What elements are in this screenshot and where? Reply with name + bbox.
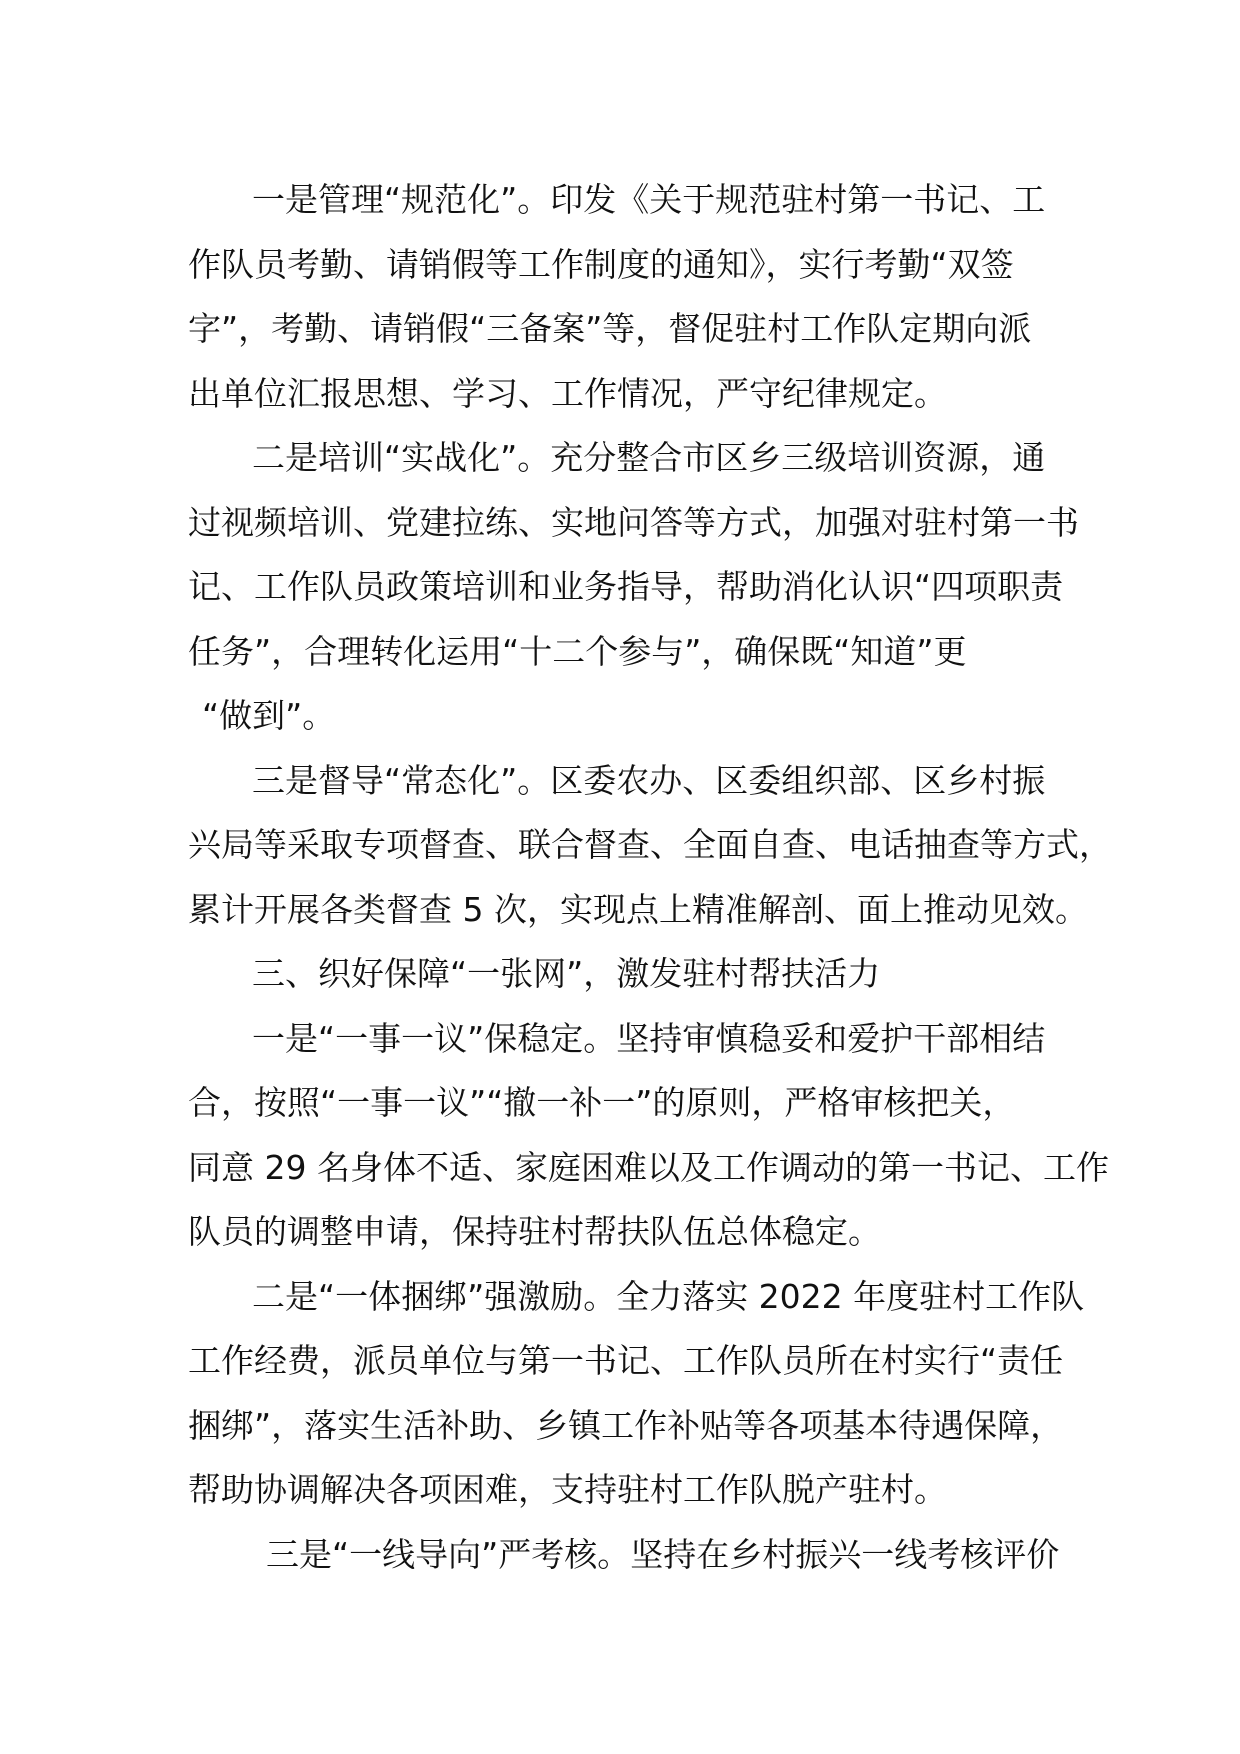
- paragraph-line: 一是管理“规范化”。印发《关于规范驻村第一书记、工: [252, 180, 1046, 219]
- paragraph-line: 二是培训“实战化”。充分整合市区乡三级培训资源，通: [252, 438, 1046, 477]
- paragraph-line: 任务”，合理转化运用“十二个参与”，确保既“知道”更: [188, 631, 967, 671]
- paragraph-line: 同意 29 名身体不适、家庭困难以及工作调动的第一书记、工作: [188, 1147, 1109, 1187]
- paragraph-line: 字”，考勤、请销假“三备案”等，督促驻村工作队定期向派: [188, 309, 1032, 348]
- paragraph-line: “做到”。: [202, 696, 336, 735]
- paragraph-line: 出单位汇报思想、学习、工作情况，严守纪律规定。: [188, 373, 947, 413]
- paragraph-line: 工作经费，派员单位与第一书记、工作队员所在村实行“责任: [188, 1341, 1064, 1380]
- paragraph-line: 累计开展各类督查 5 次，实现点上精准解剖、面上推动见效。: [188, 889, 1088, 929]
- paragraph-line: 三是督导“常态化”。区委农办、区委组织部、区乡村振: [252, 760, 1046, 800]
- paragraph-line: 一是“一事一议”保稳定。坚持审慎稳妥和爱护干部相结: [252, 1018, 1046, 1058]
- paragraph-line: 合，按照“一事一议”“撤一补一”的原则，严格审核把关，: [188, 1083, 1016, 1122]
- paragraph-line: 过视频培训、党建拉练、实地问答等方式，加强对驻村第一书: [188, 502, 1079, 542]
- paragraph-line: 二是“一体捆绑”强激励。全力落实 2022 年度驻村工作队: [252, 1276, 1085, 1316]
- paragraph-line: 作队员考勤、请销假等工作制度的通知》，实行考勤“双签: [188, 244, 1014, 284]
- paragraph-line: 队员的调整申请，保持驻村帮扶队伍总体稳定。: [188, 1212, 881, 1251]
- paragraph-line: 捆绑”，落实生活补助、乡镇工作补贴等各项基本待遇保障，: [188, 1405, 1064, 1445]
- document-body: [188, 168, 1112, 1587]
- paragraph-line: 记、工作队员政策培训和业务指导，帮助消化认识“四项职责: [188, 567, 1064, 606]
- paragraph-line: 帮助协调解决各项困难，支持驻村工作队脱产驻村。: [188, 1470, 947, 1509]
- paragraph-line: 兴局等采取专项督查、联合督查、全面自查、电话抽查等方式，: [188, 825, 1112, 864]
- paragraph-line: 三是“一线导向”严考核。坚持在乡村振兴一线考核评价: [266, 1534, 1060, 1574]
- section-heading: 三、织好保障“一张网”，激发驻村帮扶活力: [252, 954, 881, 993]
